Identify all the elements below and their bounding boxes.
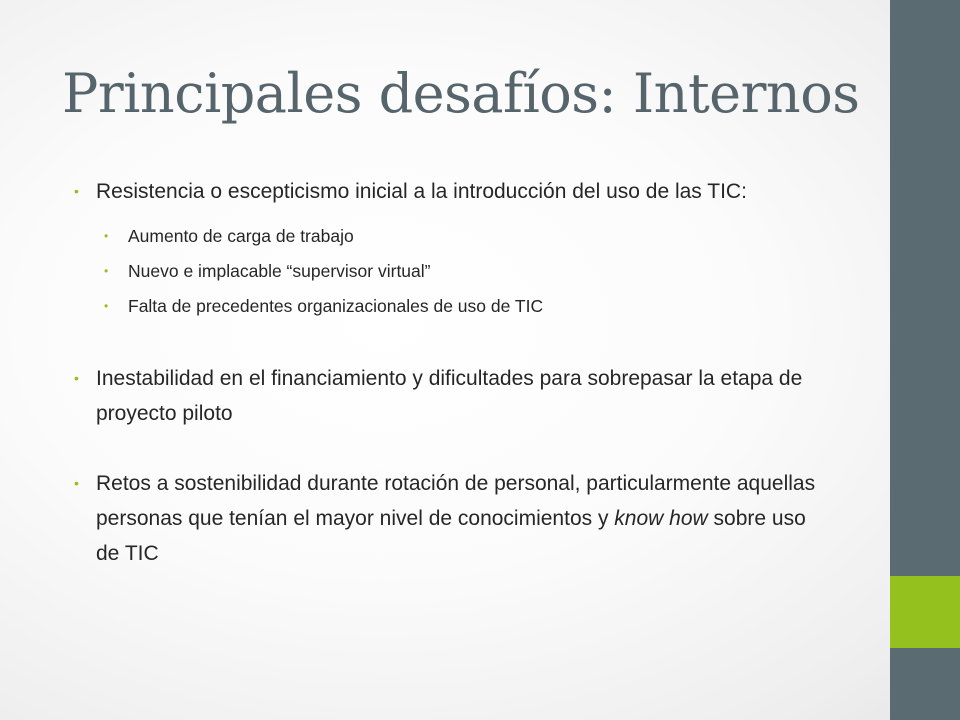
- spacer: [74, 324, 834, 361]
- side-accent-block: [890, 576, 960, 648]
- sub-bullet-text: Nuevo e implacable “supervisor virtual”: [128, 261, 431, 281]
- sub-bullet-text: Aumento de carga de trabajo: [128, 226, 354, 246]
- bullet-marker-icon: •: [74, 183, 79, 199]
- slide-content: [74, 174, 834, 571]
- bullet-text: [96, 472, 815, 565]
- bullet-marker-icon: •: [74, 370, 79, 386]
- sub-bullet-marker-icon: •: [104, 264, 109, 278]
- sub-bullet-item: [74, 289, 834, 324]
- bullet-item-inestabilidad: [74, 361, 834, 431]
- sub-bullet-marker-icon: •: [104, 229, 109, 243]
- bullet-text: Resistencia o escepticismo inicial a la introducción del uso de las TIC:: [96, 180, 747, 203]
- spacer: [74, 431, 834, 466]
- bullet-text-before: Retos a sostenibilidad durante rotación de personal, particularmente aquellas personas que tenían el mayor nivel de conocimientos y: [96, 472, 816, 530]
- bullet-marker-icon: •: [74, 475, 79, 491]
- sub-bullet-item: [74, 219, 834, 254]
- bullet-text: Inestabilidad en el financiamiento y dificultades para sobrepasar la etapa de proyecto piloto: [96, 367, 803, 425]
- bullet-text-after: sobre uso de TIC: [96, 507, 806, 565]
- sub-bullet-text: Falta de precedentes organizacionales de uso de TIC: [128, 296, 544, 316]
- bullet-item-retos: [74, 466, 834, 571]
- bullet-text-italic: know how: [614, 507, 708, 530]
- sub-bullet-list: [74, 219, 834, 324]
- sub-bullet-item: [74, 254, 834, 289]
- bullet-item-resistencia: [74, 174, 834, 209]
- slide-title: Principales desafíos: Internos: [62, 62, 860, 125]
- sub-bullet-marker-icon: •: [104, 299, 109, 313]
